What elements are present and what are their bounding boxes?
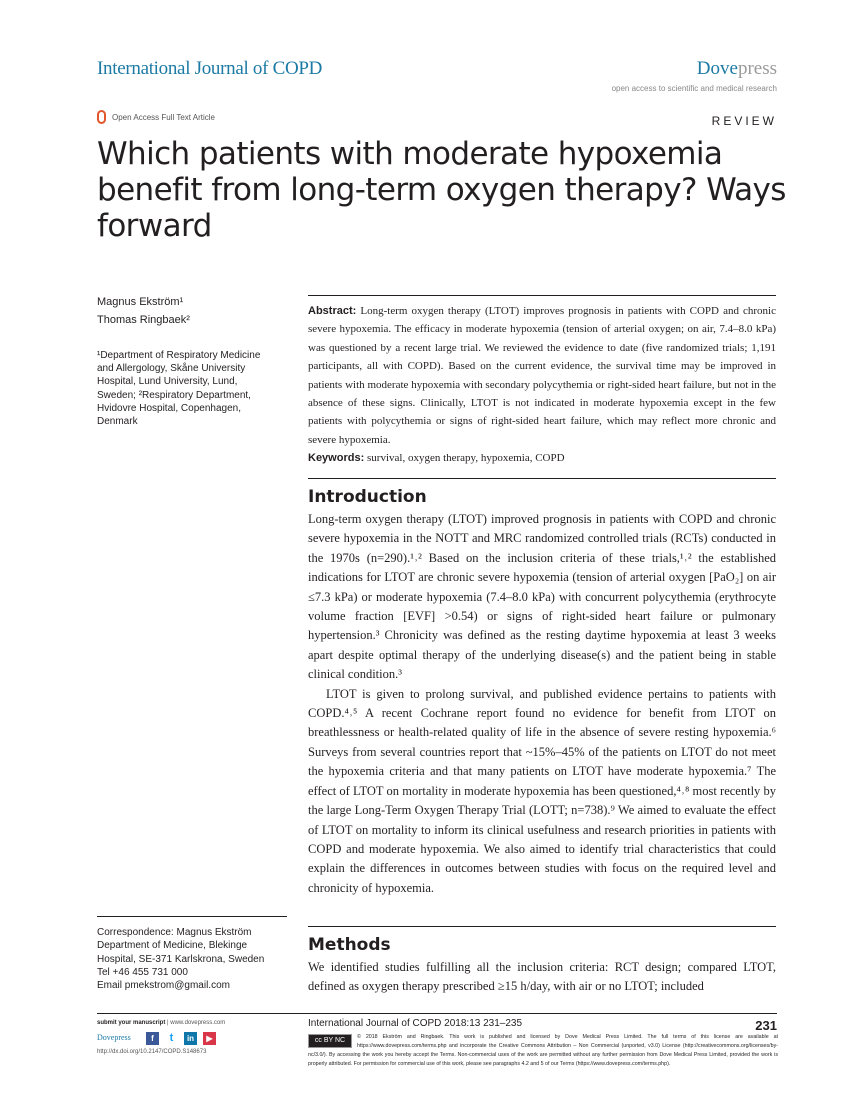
open-access-text: Open Access Full Text Article <box>112 112 216 122</box>
correspondence-line: Department of Medicine, Blekinge <box>97 940 248 952</box>
methods-body <box>308 958 776 997</box>
journal-name: International Journal of COPD <box>97 58 323 79</box>
facebook-icon[interactable]: f <box>146 1032 159 1045</box>
social-links <box>146 1032 216 1045</box>
footer-publisher: Dovepress <box>97 1033 131 1042</box>
page-number: 231 <box>755 1018 777 1033</box>
abstract <box>308 302 776 468</box>
divider <box>308 926 776 927</box>
author: Magnus Ekström¹ <box>97 296 184 308</box>
abstract-label: Abstract: <box>308 305 357 317</box>
publisher-logo-b: press <box>737 58 777 79</box>
open-access-label <box>97 110 215 124</box>
footer-divider <box>97 1013 777 1014</box>
citation: International Journal of COPD 2018:13 231–235 <box>308 1018 523 1029</box>
publisher-tagline: open access to scientific and medical research <box>611 84 777 93</box>
doi-link[interactable]: http://dx.doi.org/10.2147/COPD.S148673 <box>97 1049 207 1055</box>
keywords: survival, oxygen therapy, hypoxemia, COPD <box>367 452 565 465</box>
section-heading-introduction: Introduction <box>308 487 427 507</box>
divider <box>97 916 287 917</box>
correspondence-email[interactable]: Email pmekstrom@gmail.com <box>97 980 230 992</box>
twitter-icon[interactable]: t <box>165 1032 178 1045</box>
correspondence <box>97 926 297 992</box>
affiliations: ¹Department of Respiratory Medicine and Allergology, Skåne University Hospital, Lund University, Lund, Sweden; ²Respiratory Department, Hvidovre Hospital, Copenhagen, Denmark <box>97 350 261 428</box>
correspondence-line: Hospital, SE-371 Karlskrona, Sweden <box>97 953 265 965</box>
submit-label: submit your manuscript <box>97 1020 166 1026</box>
paragraph: Long-term oxygen therapy (LTOT) improved prognosis in patients with COPD and chronic severe hypoxemia in the NOTT and MRC randomized controlled trials (RCTs) conducted in the 1970s (n=290).¹˒² Based on the inclusion criteria of these trials,¹˒² the established indications for LTOT are chronic severe hypoxemia (tension of arterial oxygen [PaO₂] on air ≤7.3 kPa) or moderate hypoxemia (7.4–8.0 kPa) with concurrent polycythemia (erythrocyte volume fraction [EVF] >0.54) or signs of right-sided heart failure or pulmonary hypertension.³ Chronicity was defined as the resting daytime hypoxemia at least 3 weeks apart despite optimal therapy of the underlying disease(s) and the patient being in stable clinical condition.³ <box>308 512 776 682</box>
submit-url[interactable]: | www.dovepress.com <box>167 1020 226 1026</box>
submit-manuscript[interactable] <box>97 1020 225 1026</box>
abstract-text: Long-term oxygen therapy (LTOT) improves prognosis in patients with COPD and chronic severe hypoxemia. The efficacy in moderate hypoxemia (tension of arterial oxygen; on air, 7.4–8.0 kPa) was questioned by a recent large trial. We reviewed the evidence to date (five randomized trials; 1,191 participants, all with COPD). Based on the current evidence, the survival time may be improved in patients with moderate hypoxemia with secondary polycythemia or right-sided heart failure, but not in the absence of these signs. Clinically, LTOT is not indicated in moderate hypoxemia except in the few patients with polycythemia or signs of right-sided heart failure, which may reflect more chronic and severe hypoxemia. <box>308 305 776 446</box>
section-heading-methods: Methods <box>308 935 391 955</box>
introduction-body <box>308 510 776 898</box>
article-title: Which patients with moderate hypoxemia benefit from long-term oxygen therapy? Ways forward <box>97 136 786 244</box>
paragraph: We identified studies fulfilling all the inclusion criteria: RCT design; compared LTOT, defined as oxygen therapy prescribed ≥15 h/day, with air or no LTOT; included <box>308 960 776 994</box>
creative-commons-icon[interactable]: cc BY NC <box>308 1034 352 1048</box>
author: Thomas Ringbaek² <box>97 314 190 326</box>
divider <box>308 295 776 296</box>
publisher-logo <box>697 58 777 80</box>
article-type: REVIEW <box>711 114 777 128</box>
license-text: © 2018 Ekström and Ringbaek. This work is published and licensed by Dove Medical Press Limited. The full terms of this license are available at https://www.dovepress.com/terms.php and incorporate the Creative Commons Attribution – Non Commercial (unported, v3.0) License (http://creativecommons.org/licenses/by-nc/3.0/). By accessing the work you hereby accept the Terms. Non-commercial uses of the work are permitted without any further permission from Dove Medical Press Limited, provided the work is properly attributed. For permission for commercial use of this work, please see paragraphs 4.2 and 5 of our Terms (https://www.dovepress.com/terms.php). <box>308 1034 778 1067</box>
publisher-logo-a: Dove <box>696 58 738 79</box>
open-access-icon <box>97 110 106 124</box>
authors <box>97 293 190 329</box>
divider <box>308 478 776 479</box>
linkedin-icon[interactable]: in <box>184 1032 197 1045</box>
keywords-label: Keywords: <box>308 452 365 465</box>
paragraph: LTOT is given to prolong survival, and published evidence pertains to patients with COPD.⁴˒⁵ A recent Cochrane report found no evidence for benefit from LTOT on breathlessness or health-related quality of life in the absence of severe resting hypoxemia.⁶ Surveys from several countries report that ~15%–45% of the patients on LTOT do not meet the hypoxemia criteria and that many patients on LTOT have moderate hypoxemia.⁷ The effect of LTOT on mortality in moderate hypoxemia has been questioned,⁴˒⁸ most recently by the large Long-Term Oxygen Therapy Trial (LOTT; n=738).⁹ We aimed to evaluate the effect of LTOT on mortality to inform its clinical usefulness and research priorities in patients with COPD and moderate hypoxemia. We also aimed to identify trial characteristics that could explain the differences in outcomes between studies with focus on the required level and chronicity of hypoxemia. <box>308 686 776 895</box>
correspondence-line: Correspondence: Magnus Ekström <box>97 927 252 938</box>
license-block <box>308 1033 778 1069</box>
correspondence-line: Tel +46 455 731 000 <box>97 966 188 978</box>
youtube-icon[interactable]: ▶ <box>203 1032 216 1045</box>
